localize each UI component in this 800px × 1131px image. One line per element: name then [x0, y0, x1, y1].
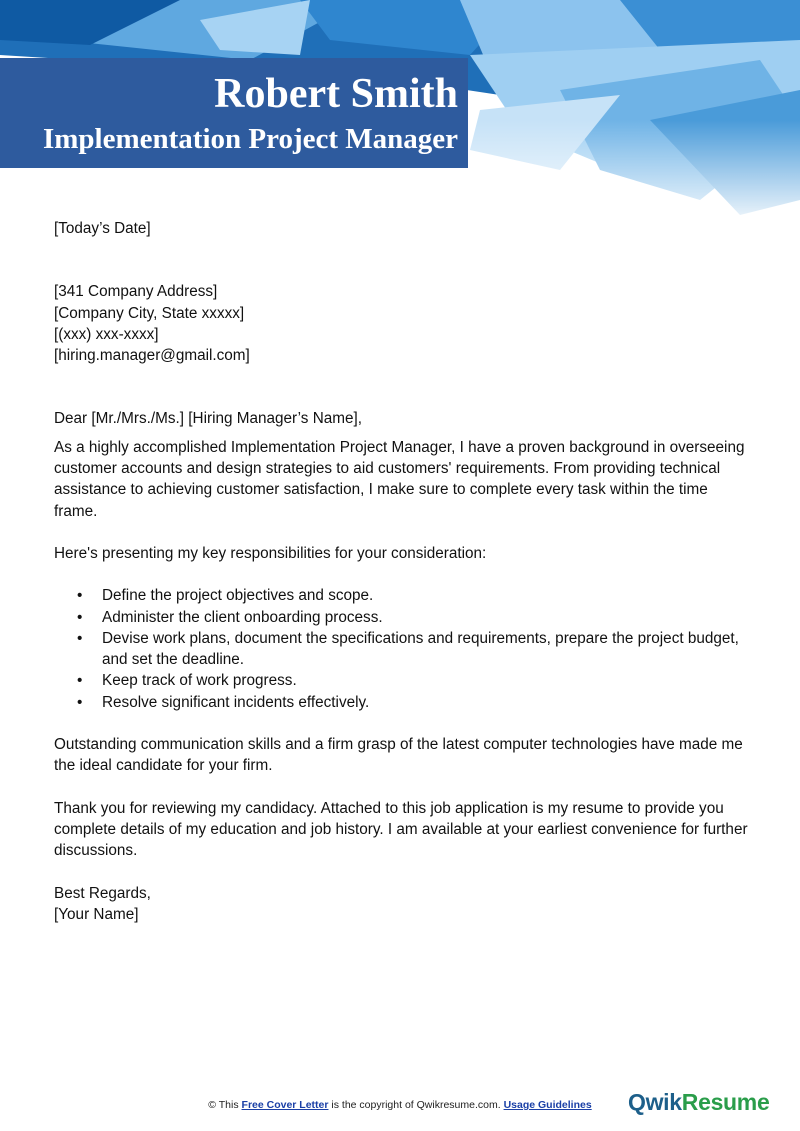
salutation: Dear [Mr./Mrs./Ms.] [Hiring Manager’s Name], [54, 410, 362, 428]
footer-middle: is the copyright of Qwikresume.com. [331, 1099, 501, 1111]
list-item-text: Define the project objectives and scope. [102, 587, 374, 605]
bullet-icon: • [77, 587, 83, 605]
list-item [77, 585, 754, 606]
bullet-icon: • [77, 672, 83, 690]
list-item-text: Resolve significant incidents effectively. [102, 693, 370, 711]
logo-part-resume: Resume [681, 1089, 770, 1115]
address-line: [hiring.manager@gmail.com] [54, 347, 250, 365]
bullet-icon: • [77, 693, 83, 711]
qwikresume-logo[interactable] [628, 1089, 769, 1116]
applicant-name: Robert Smith [214, 71, 458, 117]
free-cover-letter-link[interactable]: Free Cover Letter [241, 1099, 329, 1111]
list-item-text: Keep track of work progress. [102, 672, 297, 690]
responsibilities-list [54, 585, 754, 713]
name-banner [0, 58, 468, 168]
address-line: [(xxx) xxx-xxxx] [54, 325, 159, 343]
bullet-icon: • [77, 629, 83, 647]
letter-body [54, 218, 754, 925]
usage-guidelines-link[interactable]: Usage Guidelines [503, 1099, 592, 1111]
address-line: [Company City, State xxxxx] [54, 304, 245, 322]
letter-date: [Today’s Date] [54, 220, 151, 237]
footer-prefix: © This [208, 1099, 239, 1111]
list-item [77, 607, 754, 628]
responsibilities-intro: Here's presenting my key responsibilities for your consideration: [54, 544, 487, 562]
list-item [77, 628, 754, 671]
bullet-icon: • [77, 608, 83, 626]
recipient-address [54, 281, 754, 366]
list-item [77, 692, 754, 713]
address-line: [341 Company Address] [54, 283, 218, 301]
applicant-job-title: Implementation Project Manager [42, 123, 458, 155]
intro-paragraph: As a highly accomplished Implementation Project Manager, I have a proven background in overseeing customer accounts and design strategies to aid customers' requirements. From providing technical assistance to achieving customer satisfaction, I make sure to complete every task within the time frame. [54, 438, 745, 520]
logo-part-qwik: Qwik [628, 1089, 682, 1115]
sign-off: Best Regards, [54, 884, 151, 902]
signature: [Your Name] [54, 905, 139, 923]
skills-paragraph: Outstanding communication skills and a firm grasp of the latest computer technologies have made me the ideal candidate for your firm. [54, 736, 743, 775]
closing-paragraph: Thank you for reviewing my candidacy. Attached to this job application is my resume to provide you complete details of my education and job history. I am available at your earliest convenience for further discussions. [54, 799, 748, 860]
list-item-text: Administer the client onboarding process. [102, 608, 383, 626]
list-item [77, 670, 754, 691]
list-item-text: Devise work plans, document the specifications and requirements, prepare the project budget, and set the deadline. [102, 629, 739, 669]
